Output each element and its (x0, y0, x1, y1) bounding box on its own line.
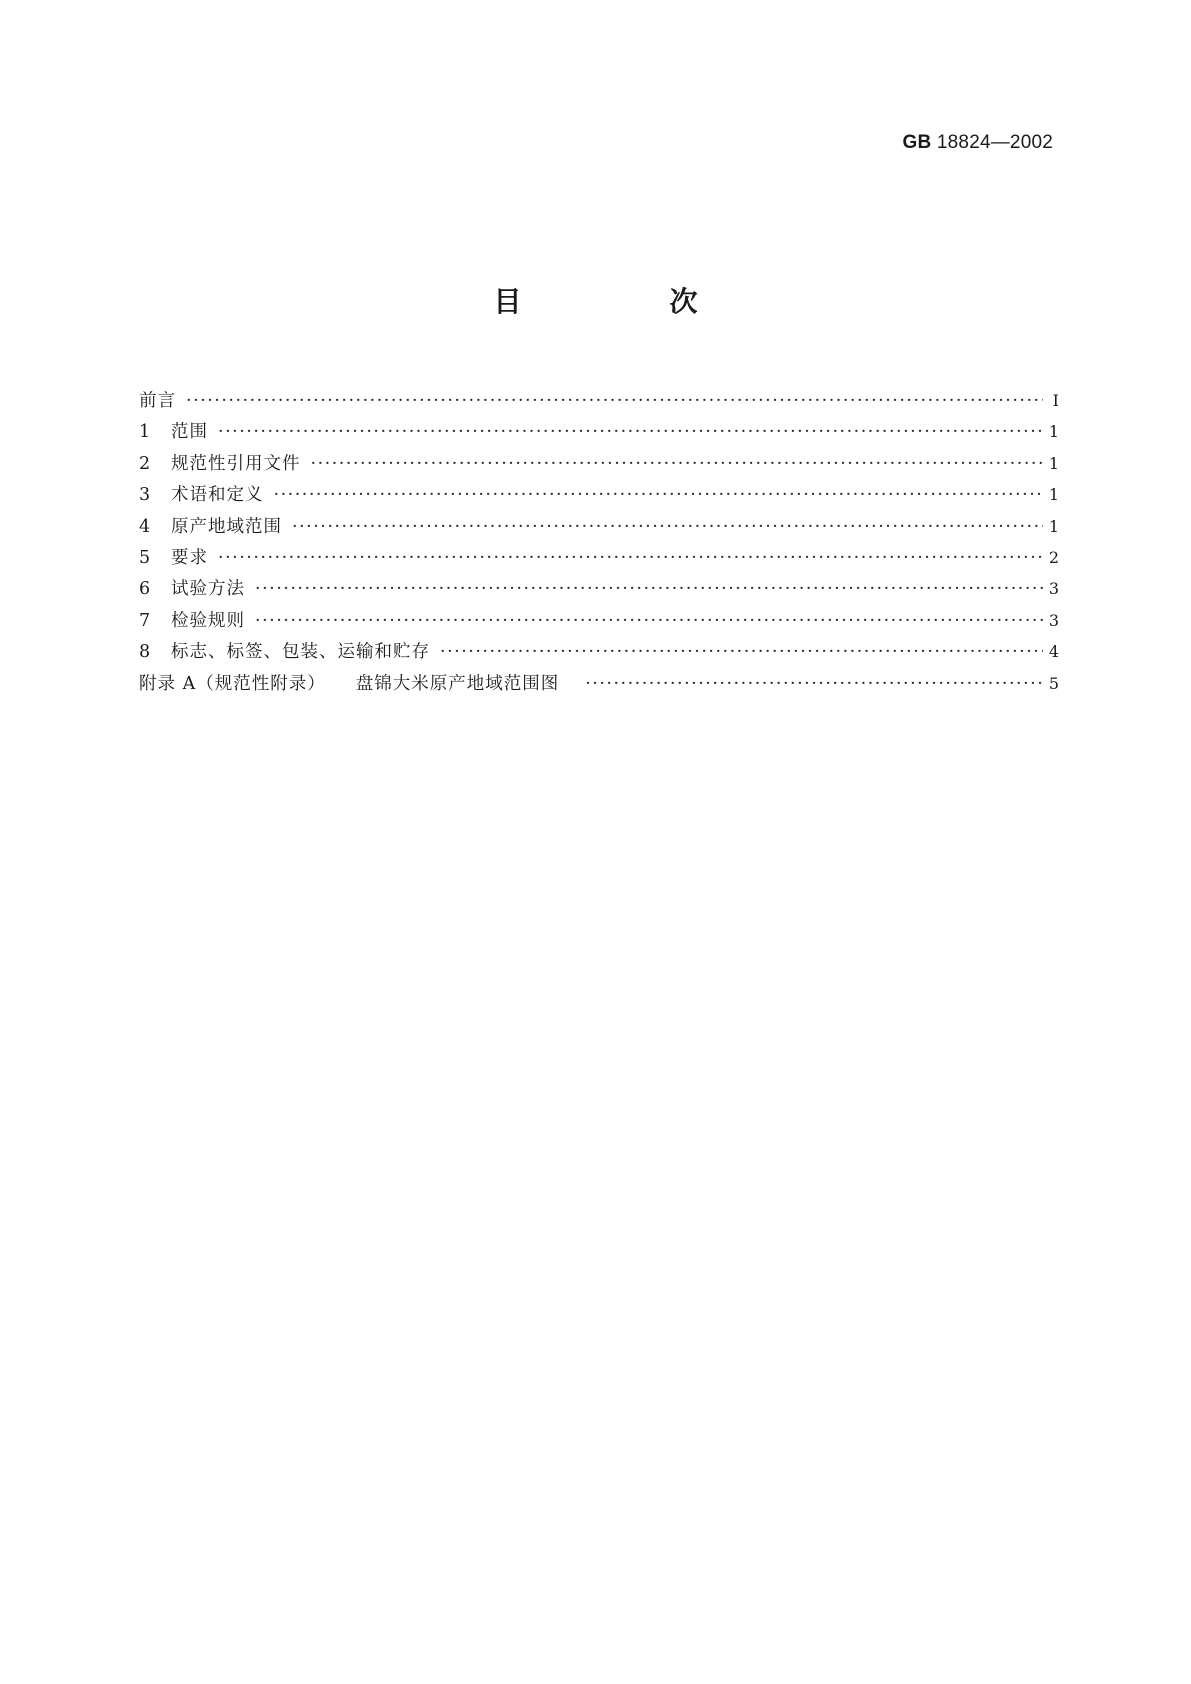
toc-leader-dots (585, 669, 1043, 700)
toc-entry-number: 3 (139, 485, 151, 506)
toc-entry-5[interactable] (139, 542, 1059, 573)
toc-entry-page: 3 (1048, 579, 1059, 599)
toc-entry-2[interactable] (139, 448, 1059, 479)
toc-entry-number: 7 (139, 610, 151, 631)
toc-entry-page: 4 (1048, 642, 1059, 662)
toc-leader-dots (274, 480, 1043, 511)
toc-leader-dots (255, 574, 1043, 605)
toc-entry-7[interactable] (139, 605, 1059, 636)
toc-entry-page: 2 (1048, 547, 1059, 567)
toc-leader-dots (440, 637, 1043, 668)
toc-entry-label: 检验规则 (171, 610, 245, 631)
toc-entry-page: 1 (1048, 422, 1059, 442)
toc-entry-label: 试验方法 (171, 579, 245, 600)
toc-entry-number: 5 (139, 547, 151, 568)
toc-entry-8[interactable] (139, 636, 1059, 667)
standard-code (903, 132, 1054, 154)
toc-entry-label: 要求 (171, 547, 208, 568)
toc-entry-number: 8 (139, 642, 151, 663)
standard-prefix: GB (902, 132, 932, 153)
toc-entry-number: 6 (139, 579, 151, 600)
toc-leader-dots (218, 417, 1043, 448)
toc-entry-page: 3 (1048, 610, 1059, 630)
toc-entry-page: 5 (1048, 673, 1059, 693)
toc-entry-page: 1 (1048, 453, 1059, 473)
appendix-label: 盘锦大米原产地域范围图 (355, 673, 560, 694)
toc-leader-dots (292, 512, 1043, 543)
toc-leader-dots (311, 449, 1043, 480)
table-of-contents (139, 385, 1059, 699)
toc-entry-label: 前言 (139, 391, 176, 411)
toc-entry-label: 术语和定义 (171, 485, 264, 506)
toc-entry-label: 规范性引用文件 (171, 453, 301, 474)
toc-entry-6[interactable] (139, 573, 1059, 604)
toc-entry-label: 标志、标签、包装、运输和贮存 (171, 642, 430, 663)
toc-entry-page: 1 (1048, 516, 1059, 536)
toc-entry-3[interactable] (139, 479, 1059, 510)
toc-entry-label: 原产地域范围 (171, 516, 282, 537)
toc-entry-appendix-a[interactable] (139, 668, 1059, 699)
toc-entry-1[interactable] (139, 416, 1059, 447)
standard-number: 18824—2002 (936, 132, 1053, 153)
appendix-prefix: 附录 A（规范性附录） (139, 673, 326, 694)
toc-leader-dots (218, 543, 1043, 574)
toc-entry-page: Ⅰ (1052, 391, 1059, 410)
toc-entry-number: 4 (139, 516, 151, 537)
page-title: 目 次 (493, 285, 758, 318)
toc-entry-page: 1 (1048, 485, 1059, 505)
toc-entry-number: 2 (139, 453, 151, 474)
toc-entry-label: 范围 (171, 422, 208, 443)
toc-leader-dots (255, 606, 1043, 637)
toc-entry-4[interactable] (139, 511, 1059, 542)
toc-entry-number: 1 (139, 422, 151, 443)
toc-entry-foreword[interactable] (139, 385, 1059, 416)
toc-leader-dots (186, 386, 1043, 417)
